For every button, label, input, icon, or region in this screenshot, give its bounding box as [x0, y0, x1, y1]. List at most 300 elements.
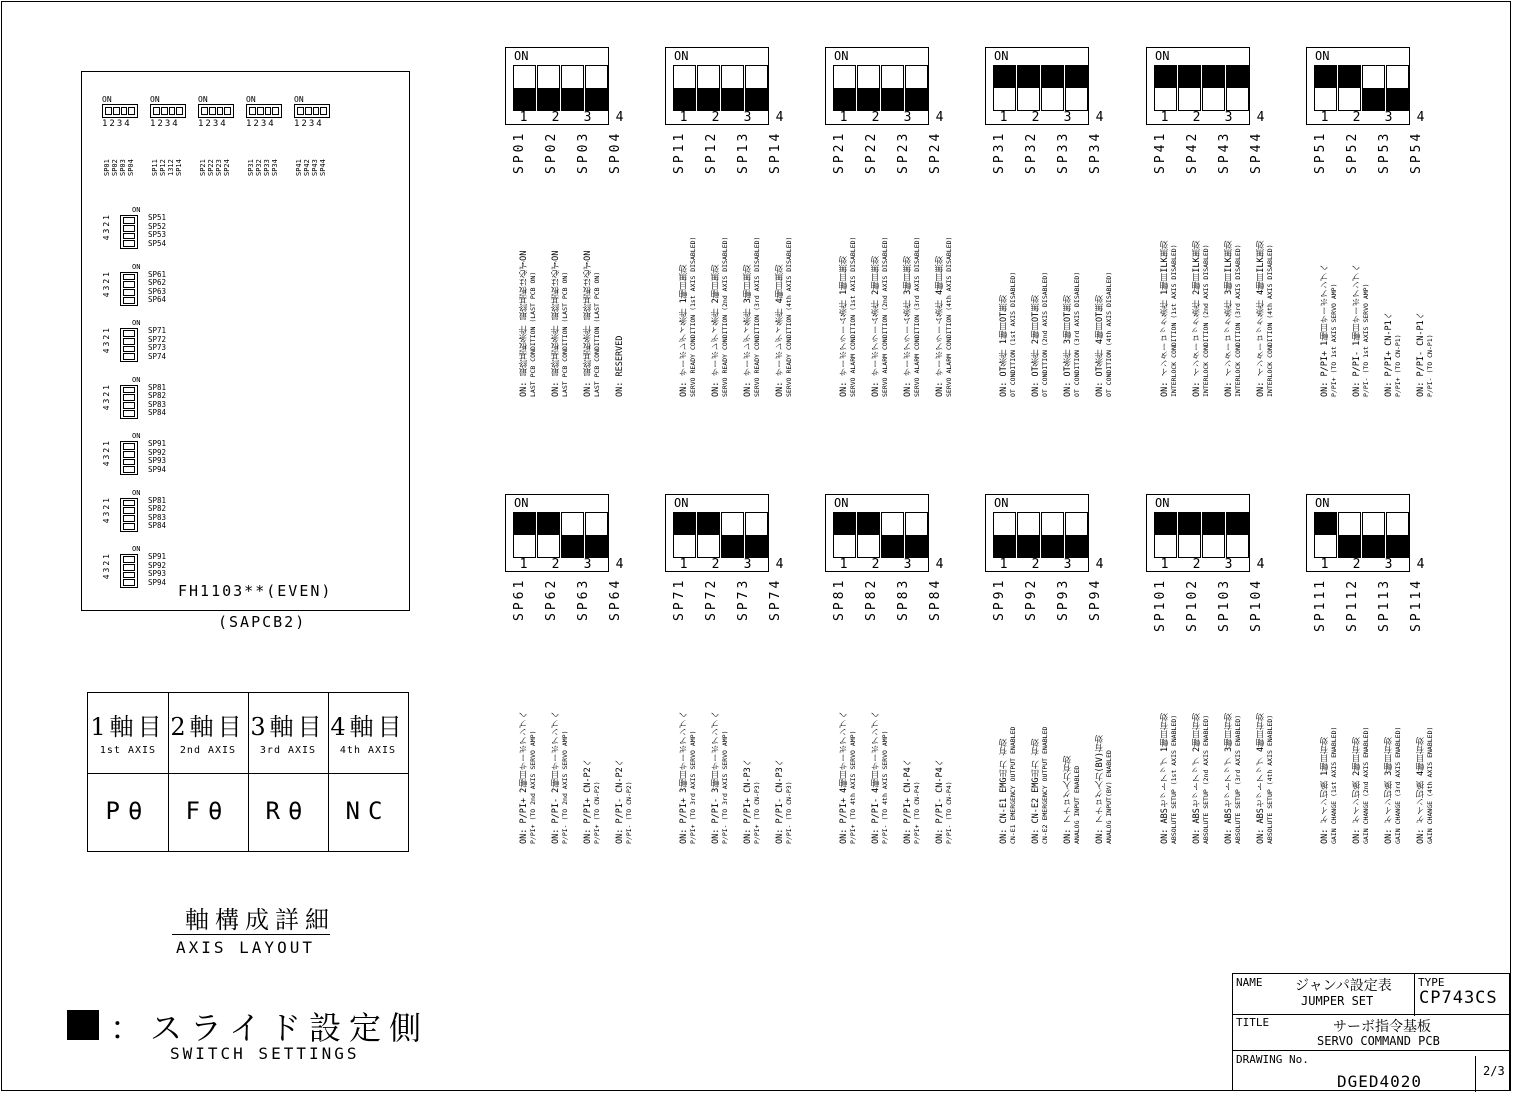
switch-description-jp: ON: P/PI+ CN-P2へ: [583, 758, 593, 844]
switch-description: [872, 634, 890, 844]
dip-on-label: ON: [1315, 496, 1330, 510]
dip-switch-name: SP71: [672, 578, 687, 622]
dip-position-number: 4: [935, 557, 944, 572]
pcb-switch-name: SP84: [148, 521, 167, 530]
pcb-side-switch-names: [148, 271, 166, 305]
switch-description-jp: ON: P/PI- CN-P3へ: [775, 758, 785, 844]
dip-switch-name: SP01: [512, 131, 527, 175]
dip-switch-slot[interactable]: [993, 65, 1016, 111]
dip-switch-slot[interactable]: [833, 512, 856, 558]
dip-position-number: 2: [871, 557, 880, 572]
dip-on-label: ON: [1155, 49, 1170, 63]
dip-switch-group: [505, 47, 624, 175]
dip-position-number: 4: [775, 557, 784, 572]
switch-description-jp: ON: P/PI- 3軸目サーボアンプへ: [711, 711, 721, 844]
switch-description: [1064, 187, 1082, 397]
pcb-switch-body: [120, 498, 138, 532]
dip-position-number: 2: [711, 110, 720, 125]
dip-switch-name: SP04: [608, 131, 623, 175]
dip-switch-slot[interactable]: [1065, 512, 1088, 558]
dip-position-number: 1: [839, 557, 848, 572]
dip-position-number: 2: [1031, 110, 1040, 125]
switch-description-jp: ON: インターロック条件 1軸目ILK無効: [1160, 240, 1170, 397]
switch-description: [872, 187, 890, 397]
pcb-switch-positions: 4321: [102, 552, 111, 580]
dip-switch-slot[interactable]: [1338, 512, 1361, 558]
switch-description-en: P/PI+ (TO CN-P3): [753, 781, 761, 844]
dip-switch-slot[interactable]: [1154, 65, 1177, 111]
dip-switch-group: [1146, 494, 1265, 633]
tb-title-en: SERVO COMMAND PCB: [1317, 1034, 1440, 1048]
dip-switch-slot[interactable]: [1314, 512, 1337, 558]
dip-switch-slot[interactable]: [905, 512, 928, 558]
switch-description: [1064, 634, 1082, 844]
pcb-switch-name: SP91: [148, 552, 167, 561]
dip-on-label: ON: [994, 496, 1009, 510]
dip-switch-slot[interactable]: [585, 512, 608, 558]
switch-description-en: GAIN CHANGE (1st AXIS ENABLED): [1330, 726, 1338, 844]
pcb-switch-name: SP94: [148, 464, 167, 474]
dip-position-number: 1: [679, 557, 688, 572]
pcb-side-switch-names: [148, 440, 166, 474]
dip-switch-slider: [1066, 535, 1087, 557]
dip-switch-slot[interactable]: [513, 65, 536, 111]
axis-layout-underline: [172, 934, 330, 935]
tb-hline-2: [1233, 1050, 1509, 1051]
tb-type-value: CP743CS: [1419, 988, 1498, 1008]
dip-position-number: 3: [903, 557, 912, 572]
dip-switch-slider: [1066, 66, 1087, 88]
dip-switch-slider: [722, 88, 743, 110]
dip-position-number: 2: [551, 557, 560, 572]
pcb-side-switch-names: [148, 327, 166, 361]
dip-switch-name: SP64: [608, 578, 623, 622]
switch-description: [840, 187, 858, 397]
dip-switch-group: [1306, 494, 1425, 633]
switch-description-jp: ON: ゲイン切換 1軸目有効: [1320, 736, 1330, 844]
dip-switch-slider: [562, 535, 583, 557]
dip-switch-group: [505, 494, 624, 622]
switch-description: [680, 187, 698, 397]
pcb-switch-name: SP72: [148, 334, 167, 344]
pcb-top-switch-names: [295, 132, 327, 176]
switch-description-en: P/PI+ (TO CN-P4): [913, 781, 921, 844]
dip-position-number: 3: [903, 110, 912, 125]
dip-position-number: 3: [1063, 110, 1072, 125]
switch-description: [1000, 187, 1018, 397]
dip-switch-name: SP101: [1153, 578, 1168, 633]
pcb-top-switch-names: [151, 132, 183, 176]
switch-description-en: LAST PCB CONDITION (LAST PCB ON): [529, 271, 537, 397]
pcb-switch-name: SP92: [148, 447, 167, 457]
switch-description: [1225, 187, 1243, 397]
pcb-switch-name: SP22: [207, 159, 215, 176]
switch-description-jp: ON: サーボアラーム条件 2軸目無効: [871, 255, 881, 397]
switch-description: [520, 187, 538, 397]
switch-description-en: P/PI+ (TO 3rd AXIS SERVO AMP): [689, 730, 697, 844]
switch-description-en: P/PI- (TO CN-P2): [625, 781, 633, 844]
switch-description-jp: ON: ABSセットアップ 2軸目有効: [1192, 712, 1202, 844]
pcb-switch-name: SP32: [255, 159, 263, 176]
axis-name-en: 3rd AXIS: [259, 745, 317, 756]
dip-switch-slider: [834, 513, 855, 535]
switch-description-en: LAST PCB CONDITION (LAST PCB ON): [561, 271, 569, 397]
switch-description: [776, 187, 794, 397]
switch-description-jp: ON: P/PI+ CN-P1へ: [1384, 311, 1394, 397]
switch-description-jp: ON: サーボアラーム条件 3軸目無効: [903, 255, 913, 397]
switch-description-en: INTERLOCK CONDITION (2nd AXIS DISABLED): [1202, 244, 1210, 397]
dip-switch-slot[interactable]: [833, 65, 856, 111]
switch-description-jp: ON: P/PI- CN-P2へ: [615, 758, 625, 844]
axis-table: [87, 692, 409, 852]
switch-description-jp: ON: インターロック条件 2軸目ILK無効: [1192, 240, 1202, 397]
dip-switch-slider: [514, 88, 535, 110]
dip-switch-slot[interactable]: [537, 65, 560, 111]
pcb-switch-body: [150, 104, 186, 118]
switch-description-jp: ON: OT条件 1軸目OT無効: [999, 294, 1009, 397]
pcb-switch-body: [120, 441, 138, 475]
dip-switch-slot[interactable]: [993, 512, 1016, 558]
switch-description-en: OT CONDITION (4th AXIS DISABLED): [1105, 271, 1113, 397]
dip-switch-slider: [906, 88, 927, 110]
switch-description-en: SERVO READY CONDITION (3rd AXIS DISABLED): [753, 236, 761, 397]
dip-switch-name: SP44: [1249, 131, 1264, 175]
dip-switch-slot[interactable]: [1041, 65, 1064, 111]
switch-description: [1257, 634, 1275, 844]
dip-switch-slot[interactable]: [561, 65, 584, 111]
pcb-switch-name: SP94: [148, 577, 167, 587]
switch-description-jp: ON: ABSセットアップ 3軸目有効: [1224, 712, 1234, 844]
dip-switch-name: SP72: [704, 578, 719, 622]
dip-switch-slot[interactable]: [1226, 65, 1249, 111]
dip-switch-slider: [1179, 513, 1200, 535]
switch-description-jp: ON: P/PI- 2軸目サーボアンプへ: [551, 711, 561, 844]
axis-name-jp: 1軸目: [90, 713, 166, 741]
dip-switch-name: SP102: [1185, 578, 1200, 633]
dip-switch-slot[interactable]: [1202, 512, 1225, 558]
legend-text-en: SWITCH SETTINGS: [170, 1044, 360, 1063]
switch-description-en: LAST PCB CONDITION (LAST PCB ON): [593, 271, 601, 397]
switch-description: [840, 634, 858, 844]
pcb-switch-name: SP81: [148, 495, 167, 505]
dip-switch-slot[interactable]: [745, 512, 768, 558]
pcb-switch-body: [120, 385, 138, 419]
dip-switch-slider: [1315, 513, 1336, 535]
dip-switch-slot[interactable]: [1386, 65, 1409, 111]
switch-description: [904, 187, 922, 397]
switch-description-en: GAIN CHANGE (2nd AXIS ENABLED): [1362, 726, 1370, 844]
dip-switch-slot[interactable]: [881, 512, 904, 558]
dip-switch-slot[interactable]: [1202, 65, 1225, 111]
dip-switch-slider: [674, 513, 695, 535]
pcb-top-switch: [150, 96, 186, 129]
dip-switch-slot[interactable]: [673, 512, 696, 558]
switch-description: [1353, 634, 1371, 844]
dip-switch-name: SP11: [672, 131, 687, 175]
dip-on-label: ON: [514, 496, 529, 510]
dip-switch-slot[interactable]: [1017, 65, 1040, 111]
dip-position-number: 1: [839, 110, 848, 125]
dip-switch-slider: [746, 535, 767, 557]
dip-switch-slot[interactable]: [881, 65, 904, 111]
switch-description-en: GAIN CHANGE (4th AXIS ENABLED): [1426, 726, 1434, 844]
tb-drawing-label: DRAWING No.: [1236, 1053, 1309, 1066]
switch-description-jp: ON: P/PI+ 4軸目サーボアンプへ: [839, 711, 849, 844]
dip-position-number: 4: [1416, 557, 1425, 572]
switch-description-en: P/PI- (TO 2nd AXIS SERVO AMP): [561, 730, 569, 844]
pcb-switch-name: SP52: [148, 221, 167, 231]
dip-switch-name: SP33: [1056, 131, 1071, 175]
dip-switch-slider: [586, 88, 607, 110]
dip-switch-slider: [882, 535, 903, 557]
dip-switch-slot[interactable]: [1017, 512, 1040, 558]
dip-switch-slot[interactable]: [673, 65, 696, 111]
pcb-switch-name: SP54: [148, 238, 167, 248]
tb-drawing-number: DGED4020: [1337, 1072, 1423, 1091]
dip-on-label: ON: [674, 496, 689, 510]
switch-description-jp: ON: サーボレディ条件 3軸目無効: [743, 264, 753, 397]
dip-switch-slot[interactable]: [745, 65, 768, 111]
dip-switch-name: SP54: [1409, 131, 1424, 175]
switch-description-jp: ON: 最終基板条件 最終基板は必ずON: [551, 250, 561, 397]
dip-position-number: 4: [1416, 110, 1425, 125]
dip-switch-slot[interactable]: [1226, 512, 1249, 558]
pcb-switch-name: SP04: [127, 159, 135, 176]
switch-description: [1096, 187, 1114, 397]
dip-switch-slot[interactable]: [1362, 512, 1385, 558]
dip-switch-name: SP31: [992, 131, 1007, 175]
switch-description-jp: ON: P/PI+ 2軸目サーボアンプへ: [519, 711, 529, 844]
dip-position-number: 4: [1256, 557, 1265, 572]
switch-description-en: ABSOLUTE SETUP (4th AXIS ENABLED): [1266, 714, 1274, 844]
switch-description-en: P/PI- (TO 1st AXIS SERVO AMP): [1362, 283, 1370, 397]
dip-switch-slot[interactable]: [697, 512, 720, 558]
pcb-switch-positions: 1234: [102, 119, 132, 129]
switch-description-jp: ON: サーボアラーム条件 1軸目無効: [839, 255, 849, 397]
tb-vline: [1414, 974, 1415, 1016]
switch-description-jp: ON: ゲイン切換 4軸目有効: [1416, 736, 1426, 844]
dip-switch-name: SP93: [1056, 578, 1071, 622]
switch-description-en: ABSOLUTE SETUP (1st AXIS ENABLED): [1170, 714, 1178, 844]
pcb-switch-positions: 4321: [102, 326, 111, 354]
dip-switch-slot[interactable]: [1041, 512, 1064, 558]
dip-switch-slot[interactable]: [1314, 65, 1337, 111]
dip-switch-slot[interactable]: [561, 512, 584, 558]
dip-switch-name: SP24: [928, 131, 943, 175]
axis-value: Rθ: [265, 797, 311, 825]
pcb-switch-positions: 4321: [102, 269, 111, 297]
dip-position-number: 3: [1384, 110, 1393, 125]
switch-description-en: P/PI+ (TO 1st AXIS SERVO AMP): [1330, 283, 1338, 397]
axis-name-en: 1st AXIS: [99, 745, 157, 756]
pcb-switch-on: ON: [132, 432, 141, 440]
pcb-switch-positions: 4321: [102, 382, 111, 410]
switch-description-jp: ON: ゲイン切換 3軸目有効: [1384, 736, 1394, 844]
dip-switch-name: SP91: [992, 578, 1007, 622]
dip-switch-slot[interactable]: [1362, 65, 1385, 111]
dip-position-number: 1: [1160, 110, 1169, 125]
dip-switch-slot[interactable]: [721, 512, 744, 558]
switch-description: [776, 634, 794, 844]
pcb-model: FH1103**(EVEN): [178, 582, 333, 600]
switch-description-en: INTERLOCK CONDITION (1st AXIS DISABLED): [1170, 244, 1178, 397]
dip-position-number: 4: [615, 110, 624, 125]
switch-description-jp: ON: P/PI- CN-P1へ: [1416, 311, 1426, 397]
switch-description-en: P/PI+ (TO 2nd AXIS SERVO AMP): [529, 730, 537, 844]
switch-description-jp: ON: サーボレディ条件 1軸目無効: [679, 264, 689, 397]
dip-switch-slot[interactable]: [1065, 65, 1088, 111]
dip-switch-slot[interactable]: [905, 65, 928, 111]
dip-switch-slider: [1363, 535, 1384, 557]
axis-value: NC: [345, 797, 391, 825]
pcb-switch-on: ON: [132, 319, 141, 327]
pcb-top-switch: [198, 96, 234, 129]
dip-switch-name: SP42: [1185, 131, 1200, 175]
dip-switch-slider: [746, 88, 767, 110]
dip-switch-slot[interactable]: [537, 512, 560, 558]
pcb-top-switch-names: [199, 132, 231, 176]
dip-switch-name: SP14: [768, 131, 783, 175]
switch-description-en: P/PI- (TO 3rd AXIS SERVO AMP): [721, 730, 729, 844]
pcb-switch-name: SP63: [148, 286, 167, 296]
pcb-switch-name: SP51: [148, 213, 167, 222]
switch-description-jp: ON: サーボレディ条件 4軸目無効: [775, 264, 785, 397]
pcb-switch-name: SP01: [103, 159, 111, 176]
dip-switch-slot[interactable]: [721, 65, 744, 111]
dip-position-number: 4: [615, 557, 624, 572]
dip-switch-name: SP114: [1409, 578, 1424, 633]
switch-description-en: GAIN CHANGE (3rd AXIS ENABLED): [1394, 726, 1402, 844]
pcb-switch-on: ON: [132, 488, 141, 497]
switch-description-jp: ON: アナログ入力(BV)有効: [1095, 735, 1105, 844]
pcb-switch-positions: 1234: [246, 119, 276, 129]
dip-switch-name: SP92: [1024, 578, 1039, 622]
switch-description: [1096, 634, 1114, 844]
pcb-side-switch-names: [148, 497, 166, 531]
pcb-switch-name: SP44: [319, 159, 327, 176]
pcb-side-switch-names: [148, 214, 166, 248]
pcb-switch-name: SP11: [151, 159, 159, 176]
dip-on-label: ON: [834, 49, 849, 63]
switch-description: [1193, 187, 1211, 397]
switch-description: [904, 634, 922, 844]
switch-description-en: SERVO READY CONDITION (2nd AXIS DISABLED): [721, 236, 729, 397]
tb-name-jp: ジャンパ設定表: [1295, 978, 1392, 994]
pcb-switch-positions: 1234: [198, 119, 228, 129]
dip-switch-slider: [698, 88, 719, 110]
switch-description-en: P/PI+ (TO CN-P1): [1394, 334, 1402, 397]
dip-position-number: 4: [935, 110, 944, 125]
dip-switch-slider: [674, 88, 695, 110]
dip-switch-slot[interactable]: [1178, 65, 1201, 111]
pcb-switch-body: [120, 554, 138, 588]
switch-description: [1417, 634, 1435, 844]
dip-switch-name: SP02: [544, 131, 559, 175]
switch-description: [1257, 187, 1275, 397]
tb-hline-1: [1233, 1014, 1509, 1015]
dip-switch-slider: [514, 513, 535, 535]
pcb-switch-positions: 4321: [102, 213, 111, 241]
pcb-switch-name: SP73: [148, 343, 167, 352]
dip-position-number: 1: [1160, 557, 1169, 572]
switch-description: [552, 187, 570, 397]
switch-description-jp: ON: P/PI+ CN-P3へ: [743, 758, 753, 844]
dip-switch-name: SP103: [1217, 578, 1232, 633]
pcb-switch-body: [120, 215, 138, 249]
dip-switch-slot[interactable]: [857, 512, 880, 558]
switch-description: [616, 187, 625, 397]
dip-switch-name: SP104: [1249, 578, 1264, 633]
switch-description-en: OT CONDITION (2nd AXIS DISABLED): [1041, 271, 1049, 397]
dip-switch-slot[interactable]: [857, 65, 880, 111]
pcb-switch-name: SP21: [199, 159, 207, 176]
switch-description-jp: ON: サーボレディ条件 2軸目無効: [711, 264, 721, 397]
dip-switch-slot[interactable]: [1338, 65, 1361, 111]
dip-switch-slider: [1227, 66, 1248, 88]
pcb-switch-on: ON: [132, 545, 141, 553]
dip-position-number: 4: [1095, 557, 1104, 572]
dip-switch-group: [1146, 47, 1265, 175]
pcb-switch-name: SP93: [148, 456, 167, 465]
pcb-switch-name: SP81: [148, 382, 167, 392]
dip-position-number: 2: [1031, 557, 1040, 572]
dip-switch-name: SP53: [1377, 131, 1392, 175]
dip-position-number: 1: [1320, 557, 1329, 572]
switch-description-jp: ON: CN-E2 EMG出力 有効: [1031, 738, 1041, 844]
pcb-switch-positions: 1234: [150, 119, 180, 129]
dip-position-number: 1: [519, 557, 528, 572]
dip-position-number: 1: [519, 110, 528, 125]
dip-switch-slot[interactable]: [1178, 512, 1201, 558]
dip-switch-name: SP94: [1088, 578, 1103, 622]
dip-switch-slider: [1315, 66, 1336, 88]
axis-layout-title-jp: 軸構成詳細: [185, 906, 335, 934]
switch-description-jp: ON: P/PI+ CN-P4へ: [903, 758, 913, 844]
dip-switch-group: [665, 494, 784, 622]
pcb-switch-on: ON: [150, 95, 160, 104]
axis-value: Fθ: [185, 797, 231, 825]
switch-description: [936, 187, 954, 397]
dip-position-number: 3: [743, 557, 752, 572]
dip-switch-name: SP32: [1024, 131, 1039, 175]
dip-switch-slot[interactable]: [513, 512, 536, 558]
axis-name-en: 4th AXIS: [339, 745, 397, 756]
pcb-switch-name: SP42: [303, 159, 311, 176]
dip-position-number: 2: [1352, 110, 1361, 125]
dip-switch-slider: [1018, 66, 1039, 88]
switch-description: [712, 187, 730, 397]
dip-switch-group: [1306, 47, 1425, 175]
dip-switch-slot[interactable]: [697, 65, 720, 111]
dip-switch-name: SP83: [896, 578, 911, 622]
pcb-switch-body: [120, 328, 138, 362]
dip-switch-slot[interactable]: [1154, 512, 1177, 558]
pcb-switch-name: SP34: [271, 159, 279, 176]
dip-switch-slot[interactable]: [1386, 512, 1409, 558]
dip-switch-slider: [1363, 88, 1384, 110]
switch-description: [1385, 634, 1403, 844]
switch-description: [552, 634, 570, 844]
pcb-switch-name: 1312: [167, 159, 175, 176]
dip-switch-name: SP82: [864, 578, 879, 622]
dip-switch-slot[interactable]: [585, 65, 608, 111]
switch-description: [1032, 634, 1050, 844]
dip-switch-slider: [1339, 535, 1360, 557]
dip-position-number: 2: [1192, 557, 1201, 572]
switch-description-jp: ON: 最終基板条件 最終基板は必ずON: [519, 250, 529, 397]
dip-switch-slider: [1203, 66, 1224, 88]
dip-position-number: 3: [1224, 557, 1233, 572]
